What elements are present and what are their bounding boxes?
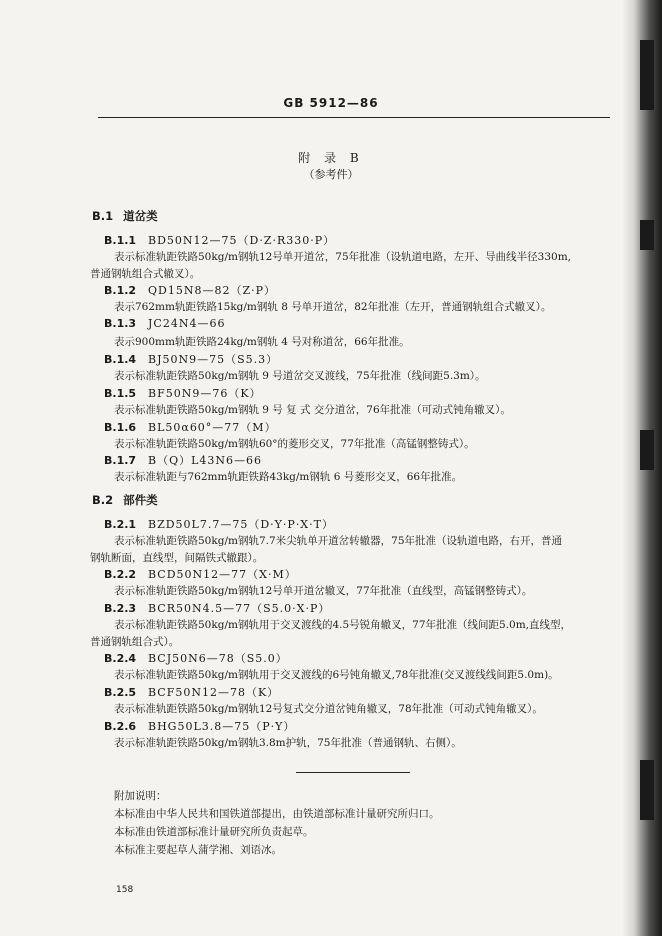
item-heading	[104, 282, 276, 298]
section-title: 道岔类	[123, 209, 158, 223]
item-number: B.2.6	[104, 720, 137, 733]
item-heading	[104, 566, 297, 582]
item-description: 表示标准轨距铁路50kg/m钢轨12号单开道岔辙叉，77年批准（直线型，高锰钢整铸式）。	[114, 585, 533, 597]
item-description: 表示标准轨距铁路50kg/m钢轨3.8m护轨，75年批准（普通钢轨、右侧）。	[114, 737, 462, 749]
item-description: 表示900mm轨距铁路24kg/m钢轨 4 号对称道岔，66年批准。	[114, 336, 410, 348]
item-code: JC24N4—66	[148, 317, 226, 330]
item-description: 表示标准轨距铁路50kg/m钢轨 9 号道岔交叉渡线，75年批准（线间距5.3m）。	[114, 370, 486, 382]
item-heading	[104, 600, 330, 616]
item-code: BD50N12—75（D·Z·R330·P）	[148, 234, 336, 247]
item-code: B（Q）L43N6—66	[148, 454, 263, 467]
item-number: B.2.4	[104, 652, 137, 665]
header-rule	[98, 117, 610, 118]
item-code: BF50N9—76（K）	[148, 387, 262, 400]
item-description: 表示标准轨距铁路50kg/m钢轨12号复式交分道岔钝角辙叉，78年批准（可动式钝角辙叉）。	[114, 703, 543, 715]
binding-edge-shadow	[622, 0, 662, 936]
section-heading-b1	[92, 208, 158, 224]
item-number: B.2.3	[104, 602, 137, 615]
binding-mark	[640, 430, 654, 470]
item-code: BCJ50N6—78（S5.0）	[148, 652, 288, 665]
item-description: 表示标准轨距铁路50kg/m钢轨用于交叉渡线的4.5号锐角辙叉，77年批准（线间距5.0m,直线型，	[114, 619, 571, 631]
section-number: B.1	[92, 209, 114, 223]
item-heading	[104, 419, 277, 435]
item-code: BHG50L3.8—75（P·Y）	[148, 720, 296, 733]
item-code: BL50α60°—77（M）	[148, 421, 277, 434]
item-code: BCF50N12—78（K）	[148, 686, 280, 699]
binding-mark	[640, 220, 654, 250]
item-number: B.2.5	[104, 686, 137, 699]
section-number: B.2	[92, 493, 114, 507]
item-number: B.1.4	[104, 353, 137, 366]
page-number: 158	[116, 885, 134, 895]
item-code: BCD50N12—77（X·M）	[148, 568, 297, 581]
item-code: BCR50N4.5—77（S5.0·X·P）	[148, 602, 331, 615]
item-description: 表示762mm轨距铁路15kg/m钢轨 8 号单开道岔，82年批准（左开，普通钢轨组合式辙叉）。	[114, 301, 552, 313]
note-line: 本标准由铁道部标准计量研究所负责起草。	[114, 826, 314, 838]
item-number: B.1.3	[104, 317, 137, 330]
item-heading	[104, 650, 288, 666]
item-heading	[104, 718, 295, 734]
item-description: 表示标准轨距与762mm轨距铁路43kg/m钢轨 6 号菱形交叉，66年批准。	[114, 471, 463, 483]
item-description-cont: 普通钢轨组合式）。	[90, 636, 180, 648]
item-code: BJ50N9—75（S5.3）	[148, 353, 279, 366]
note-line: 本标准由中华人民共和国铁道部提出，由铁道部标准计量研究所归口。	[114, 808, 440, 820]
item-description: 表示标准轨距铁路50kg/m钢轨用于交叉渡线的6号钝角辙叉,78年批准(交叉渡线线间距5.0m)。	[114, 669, 559, 681]
standard-code: GB 5912—86	[283, 96, 379, 110]
item-description-cont: 普通钢轨组合式辙叉）。	[90, 268, 201, 280]
item-number: B.1.1	[104, 234, 137, 247]
item-number: B.2.1	[104, 518, 137, 531]
item-heading	[104, 317, 225, 330]
appendix-title: 附 录 B	[298, 151, 364, 165]
item-heading	[104, 452, 262, 468]
item-number: B.1.2	[104, 284, 137, 297]
notes-title: 附加说明：	[114, 790, 167, 802]
item-description: 表示标准轨距铁路50kg/m钢轨60°的菱形交叉，77年批准（高锰钢整铸式）。	[114, 438, 475, 450]
item-number: B.1.6	[104, 421, 137, 434]
notes-divider	[296, 772, 410, 773]
item-number: B.1.7	[104, 454, 137, 467]
appendix-subtitle: （参考件）	[303, 168, 359, 181]
section-title: 部件类	[123, 493, 158, 507]
item-heading	[104, 232, 335, 248]
item-description: 表示标准轨距铁路50kg/m钢轨 9 号 复 式 交分道岔，76年批准（可动式钝角辙叉）。	[114, 404, 511, 416]
item-description-cont: 钢轨断面，直线型，间隔铁式辙跟）。	[90, 552, 264, 564]
item-code: BZD50L7.7—75（D·Y·P·X·T）	[148, 518, 334, 531]
section-heading-b2	[92, 492, 158, 508]
item-heading	[104, 684, 279, 700]
item-heading	[104, 385, 262, 401]
binding-mark	[640, 760, 654, 820]
item-number: B.1.5	[104, 387, 137, 400]
note-line: 本标准主要起草人蒲学湘、刘语冰。	[114, 844, 282, 856]
item-heading	[104, 351, 278, 367]
item-description: 表示标准轨距铁路50kg/m钢轨12号单开道岔，75年批准（设轨道电路，左开、导曲线半径330m,	[114, 251, 571, 263]
item-number: B.2.2	[104, 568, 137, 581]
binding-mark	[640, 40, 654, 110]
item-code: QD15N8—82（Z·P）	[148, 284, 276, 297]
item-heading	[104, 516, 334, 532]
item-description: 表示标准轨距铁路50kg/m钢轨7.7米尖轨单开道岔转辙器，75年批准（设轨道电路，右开，普通	[114, 535, 562, 547]
